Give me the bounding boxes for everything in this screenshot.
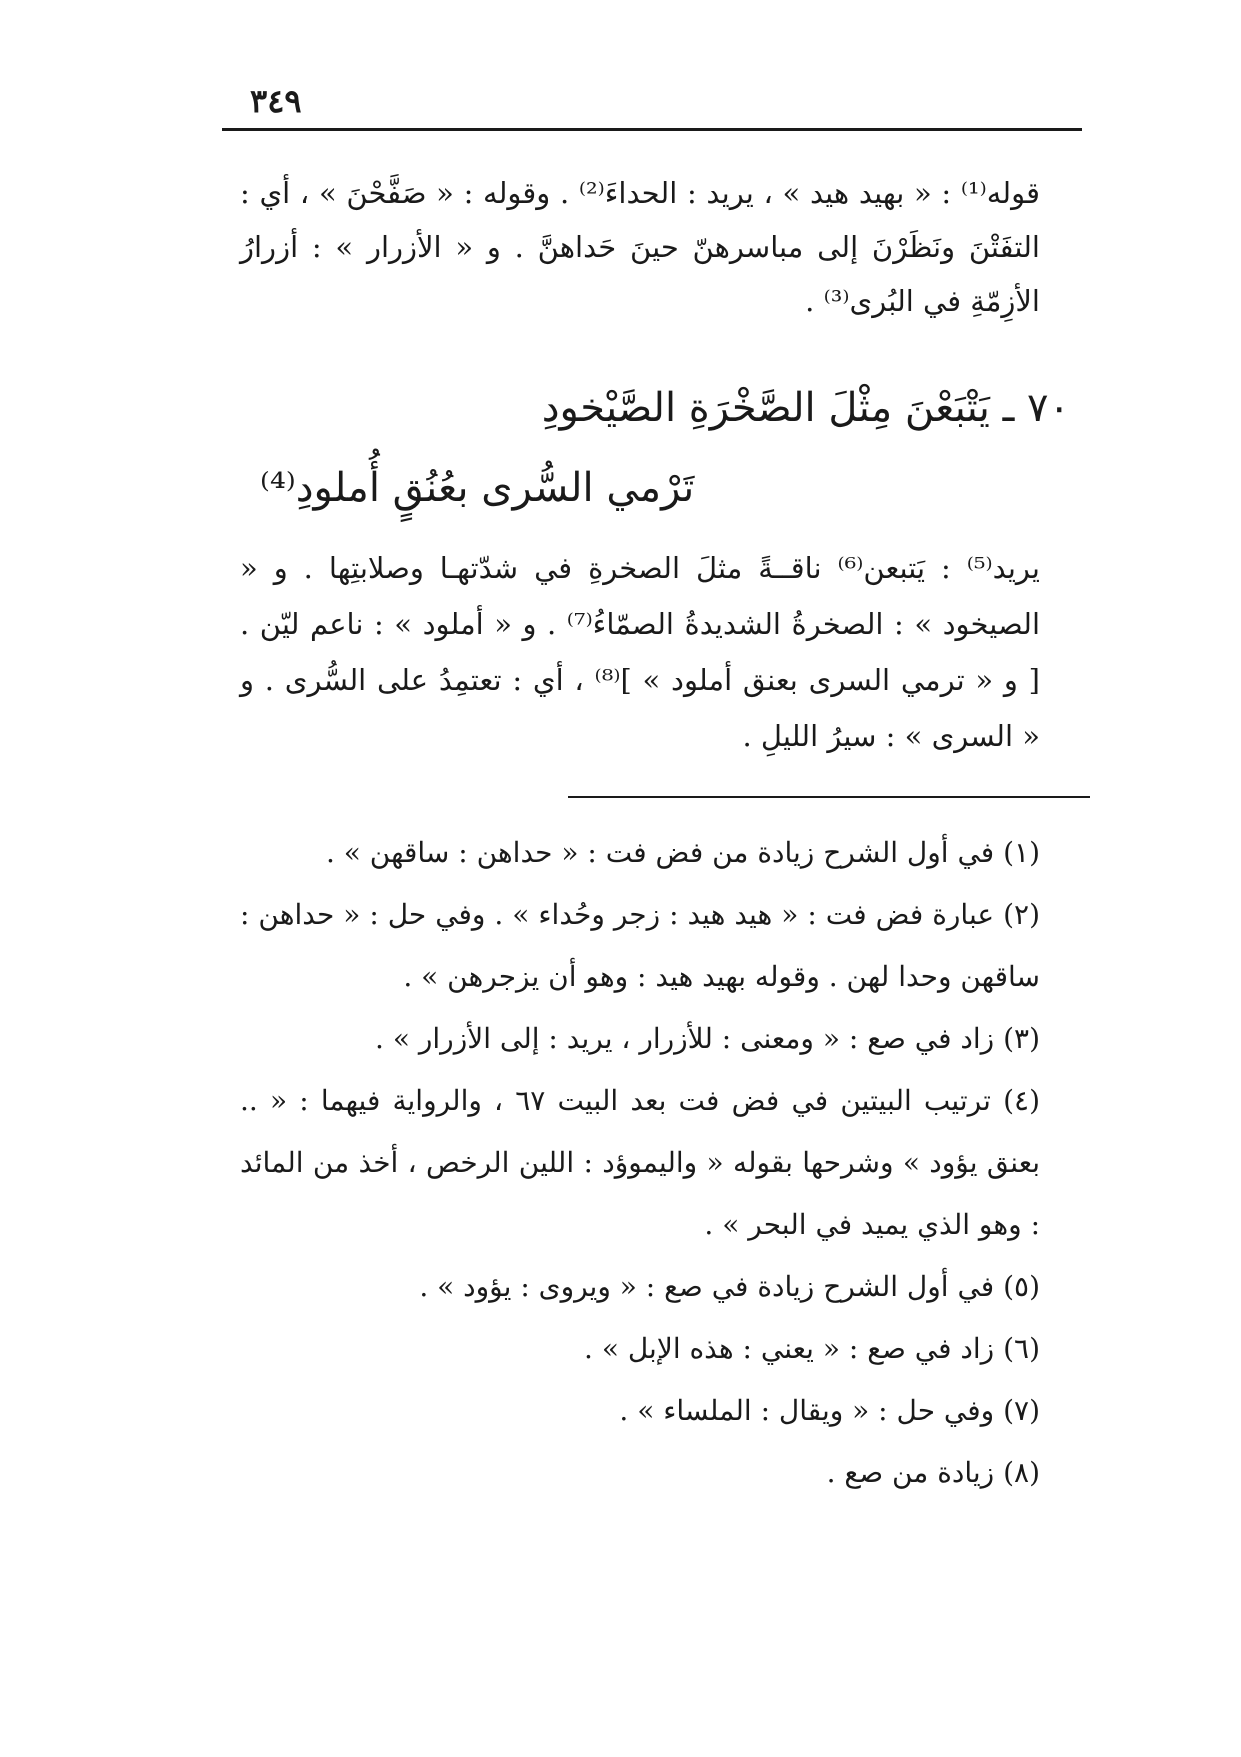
footnote-rule [568,796,1090,798]
main-paragraph: قوله⁽¹⁾ : « بهيد هيد » ، يريد : الحداءَ⁽²⁾ . وقوله : « صَفَّحْنَ » ، أي : التفَتْنَ ونَظَرْنَ إلى مباسرهنّ حينَ حَداهنَّ . و « الأزرار » : أزرارُ الأزِمّةِ في البُرى⁽³⁾ . [240,176,1040,318]
footnote-5: (٥) في أول الشرح زيادة في صع : « ويروى : يؤود » . [419,1270,1040,1303]
footnote-4: (٤) ترتيب البيتين في فض فت بعد البيت ٦٧ ، والرواية فيهما : « .. بعنق يؤود » وشرحها بقوله « واليموؤد : اللين الرخص ، أخذ من المائد : وهو الذي يميد في البحر » . [240,1084,1040,1241]
footnotes [240,822,1040,1504]
footnote-1: (١) في أول الشرح زيادة من فض فت : « حداهن : ساقهن » . [325,836,1040,869]
page-number: ٣٤٩ [250,82,302,120]
main-text [240,166,1040,328]
verse-line-1: ٧٠ ـ يَتْبَعْنَ مِثْلَ الصَّخْرَةِ الصَّيْخودِ [541,385,1070,431]
footnote-6: (٦) زاد في صع : « يعني : هذه الإبل » . [584,1332,1040,1365]
header-rule [222,128,1082,131]
footnote-3: (٣) زاد في صع : « ومعنى : للأزرار ، يريد : إلى الأزرار » . [375,1022,1040,1055]
footnote-2: (٢) عبارة فض فت : « هيد هيد : زجر وحُداء » . وفي حل : « حداهن : ساقهن وحدا لهن . وقوله بهيد هيد : وهو أن يزجرهن » . [240,898,1040,993]
verse-line-2: تَرْمي السُّرى بعُنُقٍ أُملودِ⁽⁴⁾ [260,465,695,511]
commentary-paragraph: يريد⁽⁵⁾ : يَتبعن⁽⁶⁾ ناقــةً مثلَ الصخرةِ في شدّتهـا وصلابتِها . و « الصيخود » : الصخرةُ الشديدةُ الصمّاءُ⁽⁷⁾ . و « أملود » : ناعم ليّن . [ و « ترمي السرى بعنق أملود » ]⁽⁸⁾ ، أي : تعتمِدُ على السُّرى . و « السرى » : سيرُ الليلِ . [240,551,1041,753]
footnote-8: (٨) زيادة من صع . [826,1456,1040,1489]
footnote-7: (٧) وفي حل : « ويقال : الملساء » . [619,1394,1040,1427]
commentary [240,540,1040,764]
